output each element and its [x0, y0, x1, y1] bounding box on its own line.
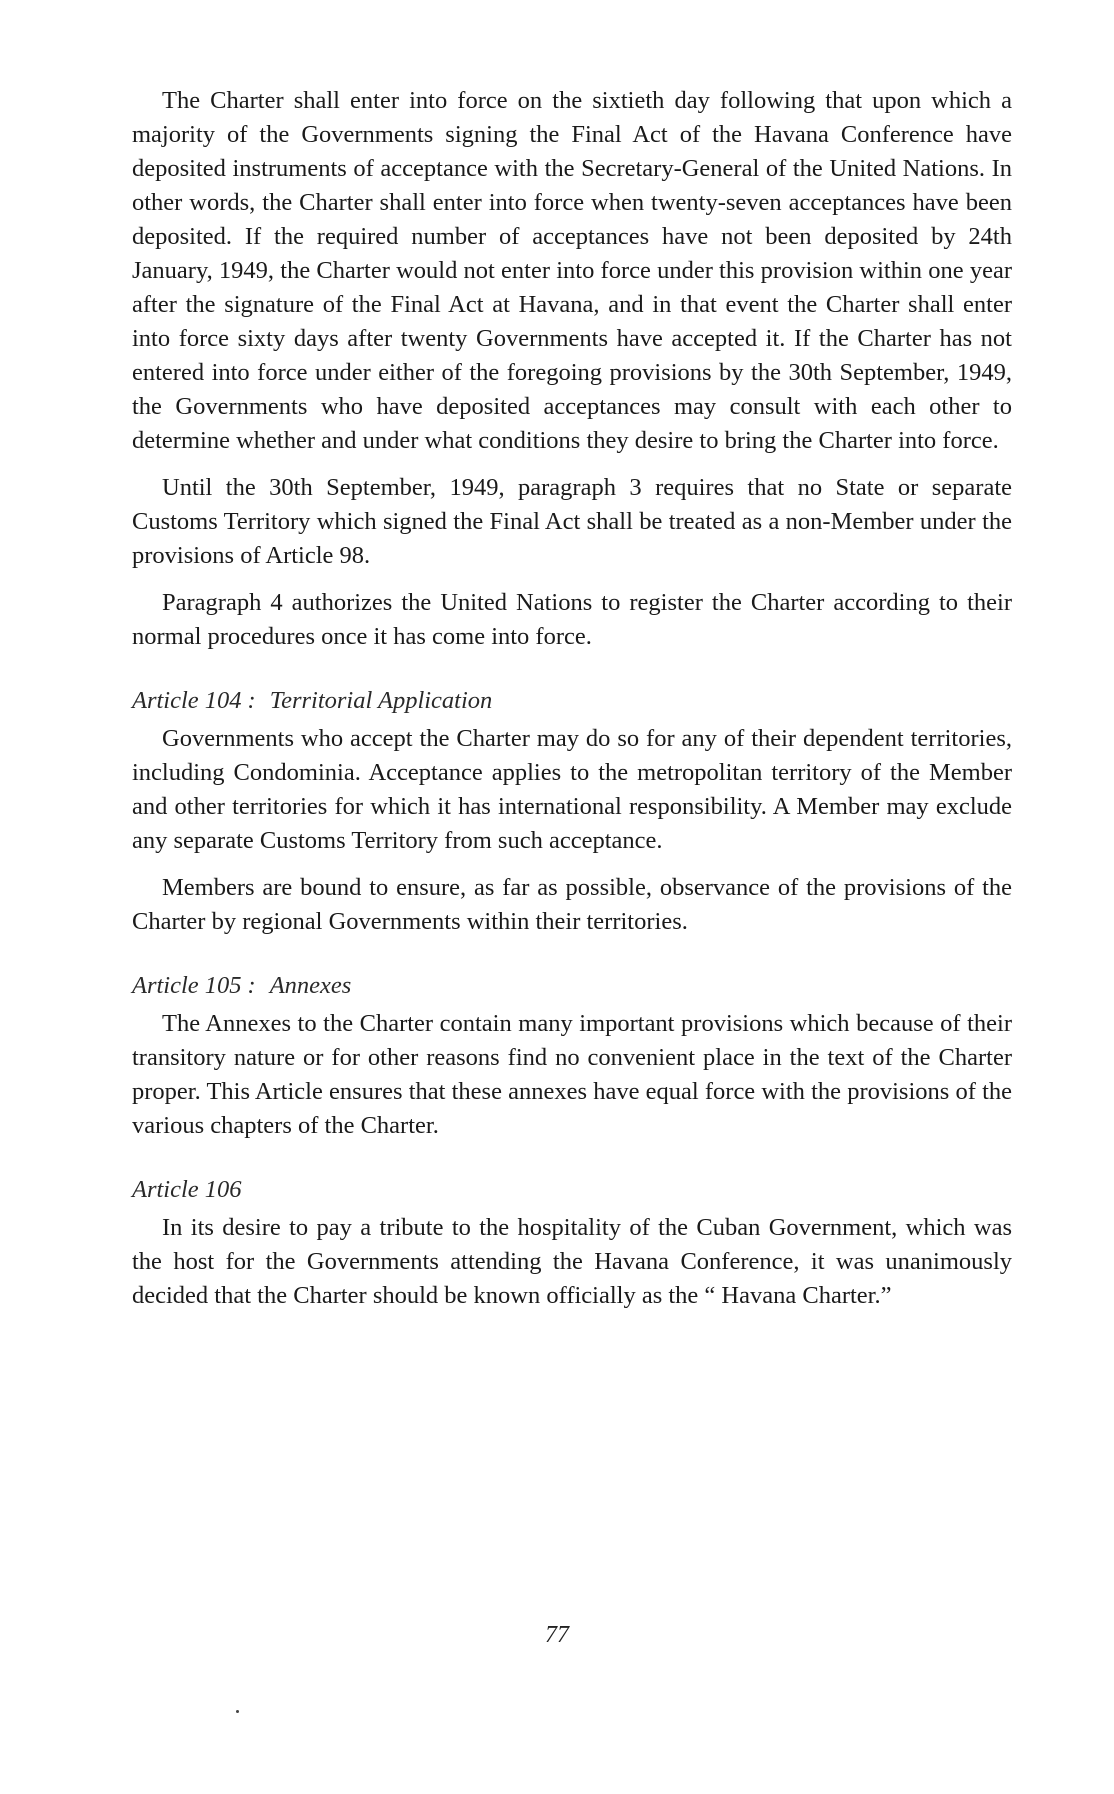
paragraph-entry-into-force: The Charter shall enter into force on the sixtieth day following that upon which a majority of the Governments signing the Final Act of the Havana Conference have deposited instruments of acceptance with the Secretary-General of the United Nations. In other words, the Charter shall enter into force when twenty-seven acceptances have been deposited. If the required number of acceptances have not been deposited by 24th January, 1949, the Charter would not enter into force under this provision within one year after the signature of the Final Act at Havana, and in that event the Charter shall enter into force sixty days after twenty Governments have accepted it. If the Charter has not entered into force under either of the foregoing provisions by the 30th September, 1949, the Governments who have deposited acceptances may consult with each other to determine whether and under what conditions they desire to bring the Charter into force.	[132, 87, 1012, 454]
paragraph-non-member-treatment: Until the 30th September, 1949, paragraph 3 requires that no State or separate Customs Territory which signed the Final Act shall be treated as a non-Member under the provisions of Article 98.	[132, 474, 1012, 569]
article-105-colon: :	[247, 972, 256, 999]
article-104-label: Article 104	[132, 687, 242, 714]
article-106-label: Article 106	[132, 1176, 242, 1203]
article-105-heading	[132, 969, 1012, 1003]
print-speck	[236, 1710, 239, 1713]
article-106-heading	[132, 1173, 1012, 1207]
page-number: 77	[545, 1622, 569, 1648]
article-104-colon: :	[247, 687, 256, 714]
article-104-paragraph-1: Governments who accept the Charter may do so for any of their dependent territories, including Condominia. Acceptance applies to the metropolitan territory of the Member and other territories for which it has international responsibility. A Member may exclude any separate Customs Territory from such acceptance.	[132, 725, 1012, 854]
article-105-label: Article 105	[132, 972, 242, 999]
article-106-paragraph-1: In its desire to pay a tribute to the hospitality of the Cuban Government, which was the host for the Governments attending the Havana Conference, it was unanimously decided that the Charter should be known officially as the “ Havana Charter.”	[132, 1214, 1012, 1309]
article-105-paragraph-1: The Annexes to the Charter contain many important provisions which because of their transitory nature or for other reasons find no convenient place in the text of the Charter proper. This Article ensures that these annexes have equal force with the provisions of the various chapters of the Charter.	[132, 1010, 1012, 1139]
article-104-title: Territorial Application	[269, 687, 493, 714]
page-body	[132, 84, 1012, 1326]
article-104-heading	[132, 684, 1012, 718]
article-104-paragraph-2: Members are bound to ensure, as far as possible, observance of the provisions of the Charter by regional Governments within their territories.	[132, 874, 1012, 935]
article-105-title: Annexes	[269, 972, 352, 999]
paragraph-registration: Paragraph 4 authorizes the United Nations to register the Charter according to their normal procedures once it has come into force.	[132, 589, 1012, 650]
